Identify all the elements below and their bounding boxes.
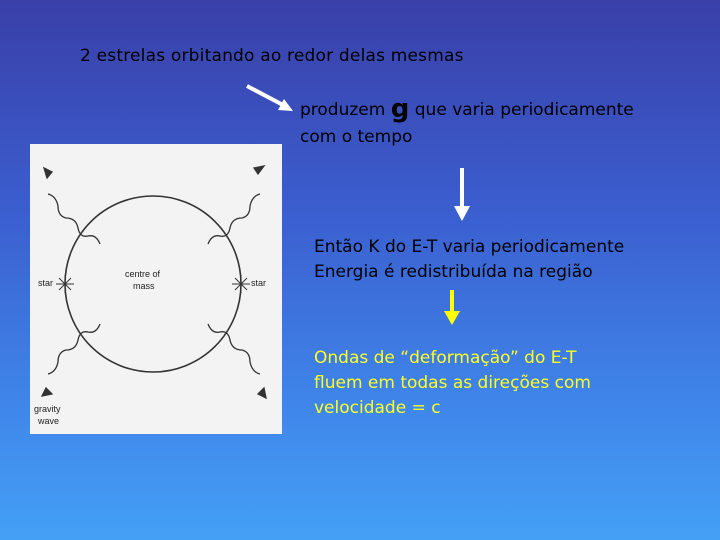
down-arrow-icon	[454, 168, 470, 221]
centre-of-mass-label-1: centre of	[125, 269, 161, 279]
diagonal-arrow-icon	[247, 86, 293, 111]
binary-star-figure	[30, 144, 282, 434]
wave-arrow-bottom-left-icon	[42, 324, 100, 396]
waves-line-2: fluem em todas as direções com	[314, 373, 591, 393]
gravity-wave-label-1: gravity	[34, 404, 61, 414]
star-right-icon	[232, 275, 250, 293]
star-left-label: star	[38, 278, 54, 288]
heading-line: 2 estrelas orbitando ao redor delas mesmas	[80, 46, 464, 66]
waves-line-1: Ondas de “deformação” do E-T	[314, 348, 577, 368]
wave-arrow-top-right-icon	[208, 166, 264, 244]
curvature-line-2: Energia é redistribuída na região	[314, 262, 593, 282]
wave-arrow-top-left-icon	[44, 168, 100, 244]
wave-arrow-bottom-right-icon	[208, 324, 266, 398]
star-right-label: star	[251, 278, 267, 288]
produce-suffix: que varia periodicamente	[414, 100, 634, 120]
g-symbol: g	[390, 94, 410, 124]
yellow-down-arrow-icon	[444, 290, 460, 325]
produce-prefix: produzem	[300, 100, 386, 120]
waves-line-3: velocidade = c	[314, 398, 441, 418]
produce-continuation: com o tempo	[300, 127, 413, 147]
star-left-icon	[56, 275, 74, 293]
curvature-line-1: Então K do E-T varia periodicamente	[314, 237, 625, 257]
centre-of-mass-label-2: mass	[133, 281, 155, 291]
gravity-wave-label-2: wave	[38, 416, 60, 426]
